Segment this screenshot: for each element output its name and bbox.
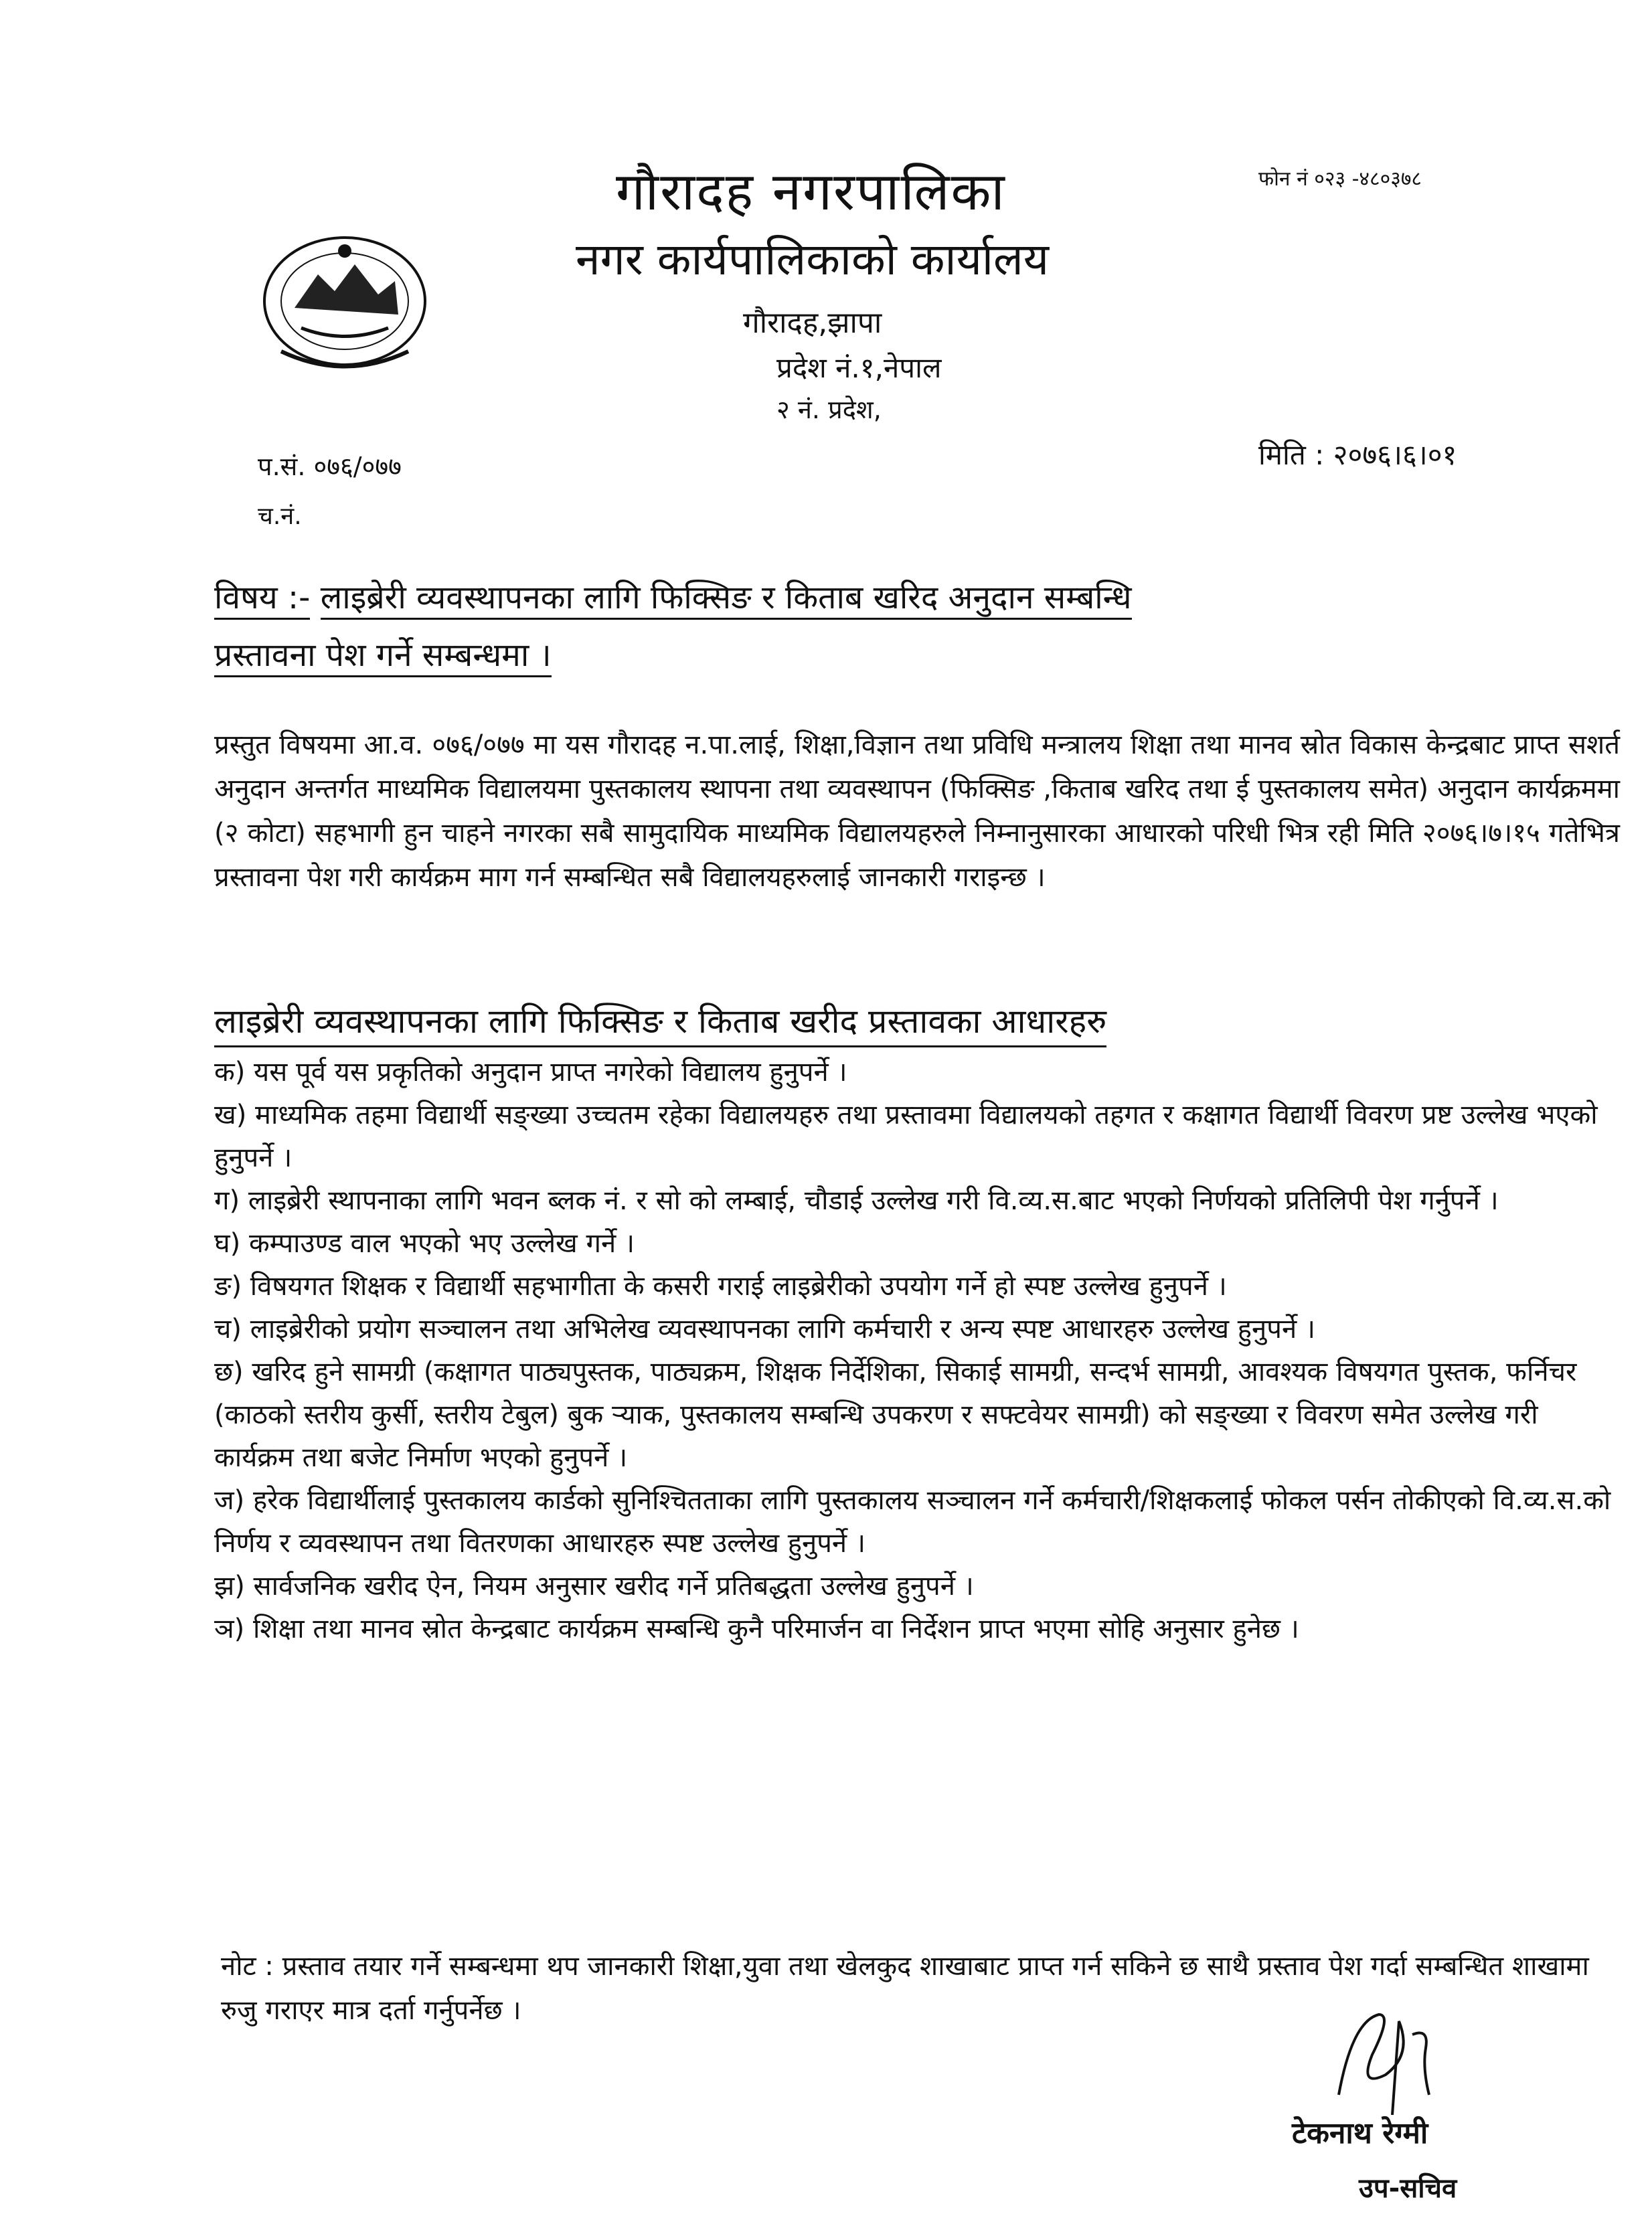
list-item: ग) लाइब्रेरी स्थापनाका लागि भवन ब्लक नं. र सो को लम्बाई, चौडाई उल्लेख गरी वि.व्य.स.बाट भएको निर्णयको प्रतिलिपी पेश गर्नुपर्ने । [214,1185,1499,1216]
handwritten-signature-icon [1312,1994,1459,2128]
signatory-designation: उप-सचिव [1359,2173,1457,2204]
list-item: झ) सार्वजनिक खरीद ऐन, नियम अनुसार खरीद गर्ने प्रतिबद्धता उल्लेख हुनुपर्ने । [214,1571,974,1602]
list-item: च) लाइब्रेरीको प्रयोग सञ्चालन तथा अभिलेख व्यवस्थापनका लागि कर्मचारी र अन्य स्पष्ट आधारहरु उल्लेख हुनुपर्ने । [214,1314,1316,1345]
subject-line-2: प्रस्तावना पेश गर्ने सम्बन्धमा । [214,636,552,677]
list-item: क) यस पूर्व यस प्रकृतिको अनुदान प्राप्त नगरेको विद्यालय हुनुपर्ने । [214,1057,847,1088]
note-text: नोट : प्रस्ताव तयार गर्ने सम्बन्धमा थप जानकारी शिक्षा,युवा तथा खेलकुद शाखाबाट प्राप्त गर्न सकिने छ साथै प्रस्ताव पेश गर्दा सम्बन्धित शाखामा रुजु गराएर मात्र दर्ता गर्नुपर्नेछ । [221,1951,1589,2026]
list-item: ङ) विषयगत शिक्षक र विद्यार्थी सहभागीता के कसरी गराई लाइब्रेरीको उपयोग गर्ने हो स्पष्ट उल्लेख हुनुपर्ने । [214,1271,1227,1302]
list-item: ञ) शिक्षा तथा मानव स्रोत केन्द्रबाट कार्यक्रम सम्बन्धि कुनै परिमार्जन वा निर्देशन प्राप्त भएमा सोहि अनुसार हुनेछ । [214,1614,1299,1644]
address-line-1: गौरादह,झापा [743,306,882,340]
signatory-name: टेकनाथ रेग्मी [1292,2116,1428,2150]
letter-date: मिति : २०७६।६।०१ [1258,438,1457,471]
subject-line-1: लाइब्रेरी व्यवस्थापनका लागि फिक्सिङ र किताब खरिद अनुदान सम्बन्धि [321,579,1132,620]
phone-number: फोन नं ०२३ -४८०३७८ [1258,167,1422,191]
section-heading: लाइब्रेरी व्यवस्थापनका लागि फिक्सिङ र किताब खरीद प्रस्तावका आधारहरु [214,997,1106,1047]
list-item: ख) माध्यमिक तहमा विद्यार्थी सङ्ख्या उच्चतम रहेका विद्यालयहरु तथा प्रस्तावमा विद्यालयको तहगत र कक्षागत विद्यार्थी विवरण प्रष्ट उल्लेख भएको हुनुपर्ने । [214,1100,1598,1173]
address-line-3: २ नं. प्रदेश, [776,395,882,424]
office-title: गौरादह नगरपालिका [616,162,1006,222]
list-item: ज) हरेक विद्यार्थीलाई पुस्तकालय कार्डको सुनिश्चितताका लागि पुस्तकालय सञ्चालन गर्ने कर्मचारी/शिक्षकलाई फोकल पर्सन तोकीएको वि.व्य.स.को निर्णय र व्यवस्थापन तथा वितरणका आधारहरु स्पष्ट उल्लेख हुनुपर्ने । [214,1485,1611,1559]
body-paragraph: प्रस्तुत विषयमा आ.व. ०७६/०७७ मा यस गौरादह न.पा.लाई, शिक्षा,विज्ञान तथा प्रविधि मन्त्रालय शिक्षा तथा मानव स्रोत विकास केन्द्रबाट प्राप्त सशर्त अनुदान अन्तर्गत माध्यमिक विद्यालयमा पुस्तकालय स्थापना तथा व्यवस्थापन (फिक्सिङ ,किताब खरिद तथा ई पुस्तकालय समेत) अनुदान कार्यक्रममा (२ कोटा) सहभागी हुन चाहने नगरका सबै सामुदायिक माध्यमिक विद्यालयहरुले निम्नानुसारका आधारको परिधी भित्र रही मिति २०७६।७।१५ गतेभित्र प्रस्तावना पेश गरी कार्यक्रम माग गर्न सम्बन्धित सबै विद्यालयहरुलाई जानकारी गराइन्छ । [214,730,1620,893]
reference-number: प.सं. ०७६/०७७ [258,452,402,481]
subject-label: विषय :- [214,579,310,620]
subject-block [214,569,1553,684]
criteria-list [214,1051,1620,1650]
list-item: घ) कम्पाउण्ड वाल भएको भए उल्लेख गर्ने । [214,1228,635,1259]
list-item: छ) खरिद हुने सामग्री (कक्षागत पाठ्यपुस्तक, पाठ्यक्रम, शिक्षक निर्देशिका, सिकाई सामग्री, सन्दर्भ सामग्री, आवश्यक विषयगत पुस्तक, फर्निचर (काठको स्तरीय कुर्सी, स्तरीय टेबुल) बुक ऱ्याक, पुस्तकालय सम्बन्धि उपकरण र सफ्टवेयर सामग्री) को सङ्ख्या र विवरण समेत उल्लेख गरी कार्यक्रम तथा बजेट निर्माण भएको हुनुपर्ने । [214,1357,1577,1473]
address-line-2: प्रदेश नं.१,नेपाल [776,351,942,384]
office-subtitle: नगर कार्यपालिकाको कार्यालय [576,234,1049,285]
nepal-government-emblem-icon [254,228,435,381]
dispatch-number: च.नं. [258,503,302,530]
